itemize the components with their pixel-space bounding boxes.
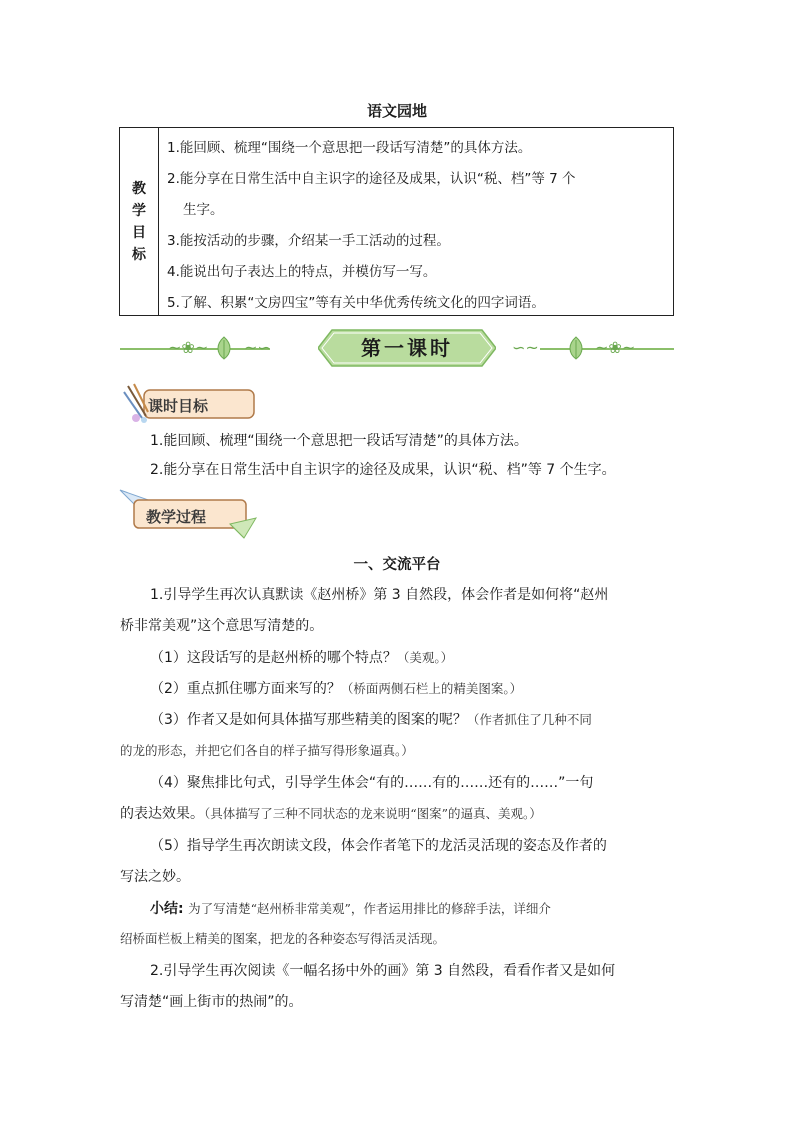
- question-text: （2）重点抓住哪方面来写的？: [150, 681, 341, 697]
- question-line: [120, 803, 542, 823]
- summary-label: 小结:: [150, 901, 184, 917]
- swirl-ornament-icon: ~❀~: [595, 338, 636, 357]
- summary-text: 为了写清楚“赵州桥非常美观”，作者运用排比的修辞手法，详细介: [188, 901, 551, 916]
- section-heading: 一、交流平台: [353, 557, 441, 573]
- swirl-ornament-icon: ~❀~: [168, 338, 209, 357]
- paragraph-line: 1.引导学生再次认真默读《赵州桥》第 3 自然段，体会作者是如何将“赵州: [150, 587, 609, 603]
- objective-item: 2.能分享在日常生活中自主识字的途径及成果，认识“税、档”等 7 个: [167, 171, 576, 187]
- answer-text: （具体描写了三种不同状态的龙来说明“图案”的逼真、美观。）: [204, 806, 542, 821]
- question-text: （1）这段话写的是赵州桥的哪个特点？: [150, 650, 397, 666]
- swirl-ornament-icon: ~∽: [244, 338, 271, 357]
- summary-line: 绍桥面栏板上精美的图案，把龙的各种姿态写得活灵活现。: [120, 931, 446, 946]
- page-title: 语文园地: [366, 102, 427, 120]
- lesson-banner-title: 第一课时: [361, 336, 453, 360]
- question-line: [150, 709, 592, 729]
- objectives-label-char: 教: [132, 180, 146, 197]
- question-line: （5）指导学生再次朗读文段，体会作者笔下的龙活灵活现的姿态及作者的: [150, 838, 607, 854]
- objectives-table: [119, 127, 674, 316]
- paragraph-line: 桥非常美观”这个意思写清楚的。: [120, 618, 324, 634]
- process-badge-label: 教学过程: [146, 508, 207, 526]
- summary-line: [150, 898, 551, 918]
- objective-item: 5.了解、积累“文房四宝”等有关中华优秀传统文化的四字词语。: [167, 295, 545, 311]
- paragraph-line: 写清楚“画上街市的热闹”的。: [120, 994, 303, 1010]
- answer-text: （美观。）: [396, 650, 454, 665]
- question-line: [150, 678, 522, 698]
- question-text: 的表达效果。: [120, 806, 204, 822]
- objectives-label: [120, 128, 159, 315]
- objective-item: 3.能按活动的步骤，介绍某一手工活动的过程。: [167, 233, 450, 249]
- swirl-ornament-icon: ∽~: [512, 338, 539, 357]
- leaf-icon: [566, 336, 586, 360]
- objective-item: 4.能说出句子表达上的特点，并模仿写一写。: [167, 264, 437, 280]
- objectives-label-char: 目: [132, 224, 146, 241]
- question-line: 写法之妙。: [120, 869, 190, 885]
- goal-line: 2.能分享在日常生活中自主识字的途径及成果，认识“税、档”等 7 个生字。: [150, 462, 616, 478]
- answer-text: （桥面两侧石栏上的精美图案。）: [340, 681, 523, 696]
- objectives-label-char: 学: [132, 202, 146, 219]
- answer-text: （作者抓住了几种不同: [466, 712, 592, 727]
- objective-item-continued: 生字。: [183, 202, 224, 218]
- question-line: （4）聚焦排比句式，引导学生体会“有的……有的……还有的……”一句: [150, 775, 594, 791]
- objective-item: 1.能回顾、梳理“围绕一个意思把一段话写清楚”的具体方法。: [167, 140, 532, 156]
- answer-line: 的龙的形态，并把它们各自的样子描写得形象逼真。）: [120, 743, 414, 758]
- leaf-icon: [214, 336, 234, 360]
- paragraph-line: 2.引导学生再次阅读《一幅名扬中外的画》第 3 自然段，看看作者又是如何: [150, 963, 616, 979]
- goal-line: 1.能回顾、梳理“围绕一个意思把一段话写清楚”的具体方法。: [150, 433, 528, 449]
- objectives-label-char: 标: [132, 246, 146, 263]
- goals-badge-label: 课时目标: [148, 397, 209, 415]
- question-text: （3）作者又是如何具体描写那些精美的图案的呢？: [150, 712, 467, 728]
- objectives-list: [159, 128, 673, 315]
- question-line: [150, 647, 453, 667]
